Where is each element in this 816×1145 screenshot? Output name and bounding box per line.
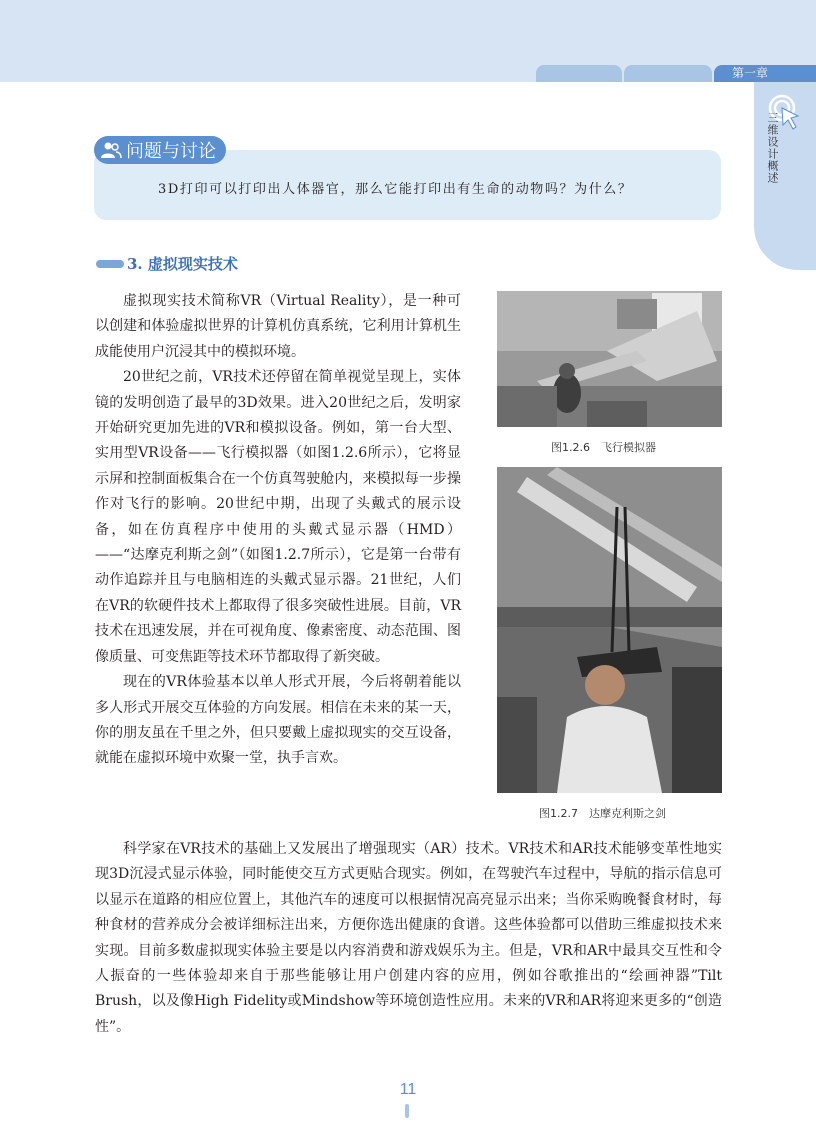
chapter-tab: 第一章 — [714, 65, 816, 82]
full-body-text — [95, 837, 722, 1040]
flight-simulator-photo — [497, 291, 722, 427]
header-tab-blank-1 — [536, 65, 622, 82]
paragraph-4: 科学家在VR技术的基础上又发展出了增强现实（AR）技术。VR技术和AR技术能够变革性地实现3D沉浸式显示体验，同时能使交互方式更贴合现实。例如，在驾驶汽车过程中，导航的指示信息可以显示在道路的相应位置上，其他汽车的速度可以根据情况高亮显示出来；当你采购晚餐食材时，每种食材的营养成分会被详细标注出来，方便你选出健康的食谱。这些体验都可以借助三维虚拟技术来实现。目前多数虚拟现实体验主要是以内容消费和游戏娱乐为主。但是，VR和AR中最具交互性和令人振奋的一些体验却来自于那些能够让用户创建内容的应用，例如谷歌推出的“绘画神器”Tilt Brush，以及像High Fidelity或Mindshow等环境创造性应用。未来的VR和AR将迎来更多的“创造性”。 — [95, 841, 722, 1035]
figure-2-caption: 图1.2.7 达摩克利斯之剑 — [539, 807, 666, 820]
discussion-label — [94, 136, 226, 164]
sword-of-damocles-photo — [497, 467, 722, 793]
column-body-text — [95, 289, 461, 772]
people-icon — [100, 141, 122, 159]
page-tick — [405, 1104, 409, 1118]
paragraph-1: 虚拟现实技术简称VR（Virtual Reality），是一种可以创建和体验虚拟世界的计算机仿真系统，它利用计算机生成能使用户沉浸其中的模拟环境。 — [95, 293, 461, 360]
discussion-title: 问题与讨论 — [126, 141, 216, 162]
section-heading — [96, 253, 238, 274]
chapter-title: 三维设计概述 — [766, 112, 779, 184]
figure-1-caption: 图1.2.6 飞行模拟器 — [551, 441, 656, 454]
discussion-question: 3D打印可以打印出人体器官，那么它能打印出有生命的动物吗？为什么？ — [158, 182, 633, 197]
header-tab-blank-2 — [624, 65, 712, 82]
page-number: 11 — [399, 1081, 417, 1098]
paragraph-2: 20世纪之前，VR技术还停留在简单视觉呈现上，实体镜的发明创造了最早的3D效果。进入20世纪之后，发明家开始研究更加先进的VR和模拟设备。例如，第一台大型、实用型VR设备——飞行模拟器（如图1.2.6所示），它将显示屏和控制面板集合在一个仿真驾驶舱内，来模拟每一步操作对飞行的影响。20世纪中期，出现了头戴式的展示设备，如在仿真程序中使用的头戴式显示器（HMD）——“达摩克利斯之剑”（如图1.2.7所示），它是第一台带有动作追踪并且与电脑相连的头戴式显示器。21世纪，人们在VR的软硬件技术上都取得了很多突破性进展。目前，VR技术在迅速发展，并在可视角度、像素密度、动态范围、图像质量、可变焦距等技术环节都取得了新突破。 — [95, 369, 461, 665]
heading-bar — [96, 260, 124, 268]
paragraph-3: 现在的VR体验基本以单人形式开展，今后将朝着能以多人形式开展交互体验的方向发展。相信在未来的某一天，你的朋友虽在千里之外，但只要戴上虚拟现实的交互设备，就能在虚拟环境中欢聚一堂，执手言欢。 — [95, 674, 461, 767]
section-heading-text: 3. 虚拟现实技术 — [127, 255, 238, 273]
